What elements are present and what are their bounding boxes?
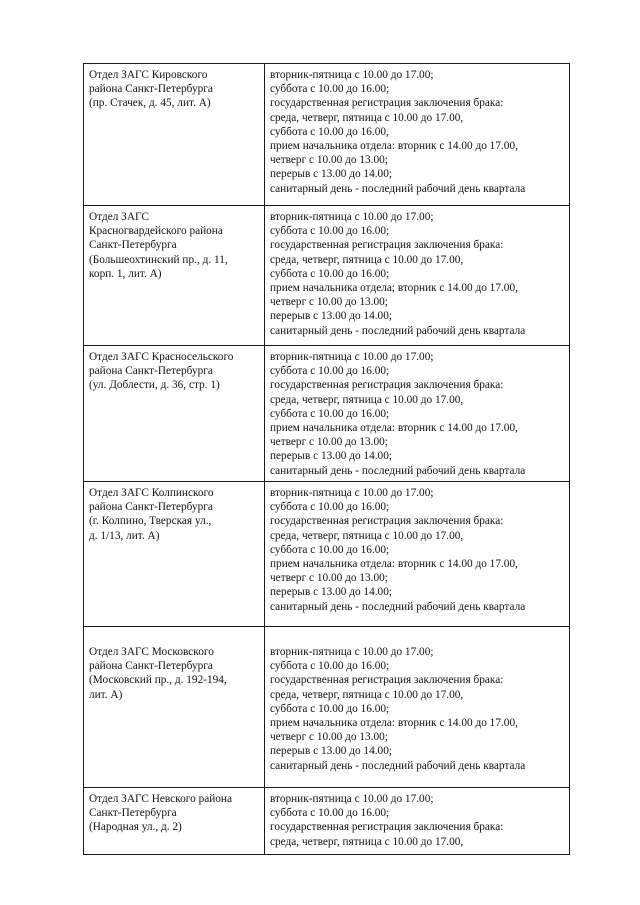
hours-line: четверг с 10.00 до 13.00; [270,296,388,309]
hours-line: среда, четверг, пятница с 10.00 до 17.00, [270,835,464,848]
table-row [84,206,570,346]
office-name-line: Отдел ЗАГС [89,211,149,223]
hours-line: государственная регистрация заключения брака: [270,674,504,687]
hours-line: суббота с 10.00 до 16.00; [270,83,390,96]
hours-line: суббота с 10.00 до 16.00; [270,702,390,715]
hours-line: вторник-пятница с 10.00 до 17.00; [270,69,434,81]
registry-offices-table [83,63,570,855]
hours-line: государственная регистрация заключения брака: [270,239,504,252]
hours-line: суббота с 10.00 до 16.00; [270,501,390,514]
office-name-cell [84,206,265,346]
office-hours-cell [265,788,570,855]
hours-line: среда, четверг, пятница с 10.00 до 17.00, [270,393,464,406]
office-name-cell [84,788,265,855]
office-name-line: района Санкт-Петербурга [89,660,213,673]
office-address: (ул. Доблести, д. 36, стр. 1) [89,379,220,392]
office-address: (Большеохтинский пр., д. 11, [89,253,228,266]
office-address: (пр. Стачек, д. 45, лит. А) [89,97,211,110]
office-name-line: Красногвардейского района [89,225,223,238]
hours-line: среда, четверг, пятница с 10.00 до 17.00, [270,529,464,542]
hours-line: среда, четверг, пятница с 10.00 до 17.00, [270,111,464,124]
hours-line: санитарный день - последний рабочий день квартала [270,324,526,337]
hours-line: суббота с 10.00 до 16.00; [270,543,390,556]
hours-line: перерыв с 13.00 до 14.00; [270,745,392,758]
table-row [84,346,570,482]
hours-line: государственная регистрация заключения брака: [270,515,504,528]
hours-line: прием начальника отдела: вторник с 14.00 до 17.00, [270,558,518,571]
office-name-line: Отдел ЗАГС Колпинского [89,487,214,499]
office-name-line: Санкт-Петербурга [89,807,177,820]
office-name-line: района Санкт-Петербурга [89,365,213,378]
hours-line: четверг с 10.00 до 13.00; [270,436,388,449]
hours-line: государственная регистрация заключения брака: [270,379,504,392]
hours-line: суббота с 10.00 до 16.00; [270,267,390,280]
hours-line: четверг с 10.00 до 13.00; [270,572,388,585]
hours-line: вторник-пятница с 10.00 до 17.00; [270,351,434,363]
hours-line: вторник-пятница с 10.00 до 17.00; [270,211,434,223]
hours-line: суббота с 10.00 до 16.00, [270,125,389,138]
hours-line: вторник-пятница с 10.00 до 17.00; [270,487,434,499]
office-name-line: района Санкт-Петербурга [89,83,213,96]
hours-line: санитарный день - последний рабочий день квартала [270,182,526,195]
hours-line: санитарный день - последний рабочий день квартала [270,600,526,613]
office-name-cell [84,346,265,482]
hours-line: санитарный день - последний рабочий день квартала [270,464,526,477]
office-address: (г. Колпино, Тверская ул., [89,515,212,528]
hours-line: прием начальника отдела: вторник с 14.00 до 17.00, [270,422,518,435]
office-hours-cell [265,346,570,482]
hours-line: государственная регистрация заключения брака: [270,97,504,110]
office-name-line: Отдел ЗАГС Красносельского [89,351,234,363]
hours-line: прием начальника отдела; вторник с 14.00 до 17.00, [270,282,518,295]
office-name-cell [84,627,265,788]
hours-line: прием начальника отдела: вторник с 14.00 до 17.00, [270,140,518,153]
office-hours-cell [265,64,570,206]
office-address: д. 1/13, лит. А) [89,529,160,542]
office-name-line: Санкт-Петербурга [89,239,177,252]
hours-line: четверг с 10.00 до 13.00; [270,154,388,167]
table-row [84,64,570,206]
office-hours-cell [265,627,570,788]
office-name-line: района Санкт-Петербурга [89,501,213,514]
office-address: лит. А) [89,688,123,701]
hours-line: перерыв с 13.00 до 14.00; [270,450,392,463]
hours-line: среда, четверг, пятница с 10.00 до 17.00, [270,688,464,701]
hours-line: суббота с 10.00 до 16.00; [270,660,390,673]
office-name-line: Отдел ЗАГС Невского района [89,793,232,805]
office-name-line: Отдел ЗАГС Кировского [89,69,208,81]
office-name-line: Отдел ЗАГС Московского [89,646,214,658]
hours-line: государственная регистрация заключения брака: [270,821,504,834]
hours-line: четверг с 10.00 до 13.00; [270,731,388,744]
hours-line: прием начальника отдела: вторник с 14.00 до 17.00, [270,717,518,730]
office-hours-cell [265,206,570,346]
table-row [84,482,570,627]
hours-line: суббота с 10.00 до 16.00; [270,365,390,378]
office-address: (Московский пр., д. 192-194, [89,674,227,687]
hours-line: санитарный день - последний рабочий день квартала [270,759,526,772]
hours-line: суббота с 10.00 до 16.00; [270,407,390,420]
office-hours-cell [265,482,570,627]
hours-line: вторник-пятница с 10.00 до 17.00; [270,793,434,805]
office-name-cell [84,64,265,206]
office-address: корп. 1, лит. А) [89,267,162,280]
table-row [84,788,570,855]
hours-line: среда, четверг, пятница с 10.00 до 17.00, [270,253,464,266]
hours-line: вторник-пятница с 10.00 до 17.00; [270,646,434,658]
hours-line: перерыв с 13.00 до 14.00; [270,586,392,599]
hours-line: перерыв с 13.00 до 14.00; [270,310,392,323]
table-row [84,627,570,788]
hours-line: перерыв с 13.00 до 14.00; [270,168,392,181]
office-name-cell [84,482,265,627]
hours-line: суббота с 10.00 до 16.00; [270,225,390,238]
office-address: (Народная ул., д. 2) [89,821,182,834]
hours-line: суббота с 10.00 до 16.00; [270,807,390,820]
